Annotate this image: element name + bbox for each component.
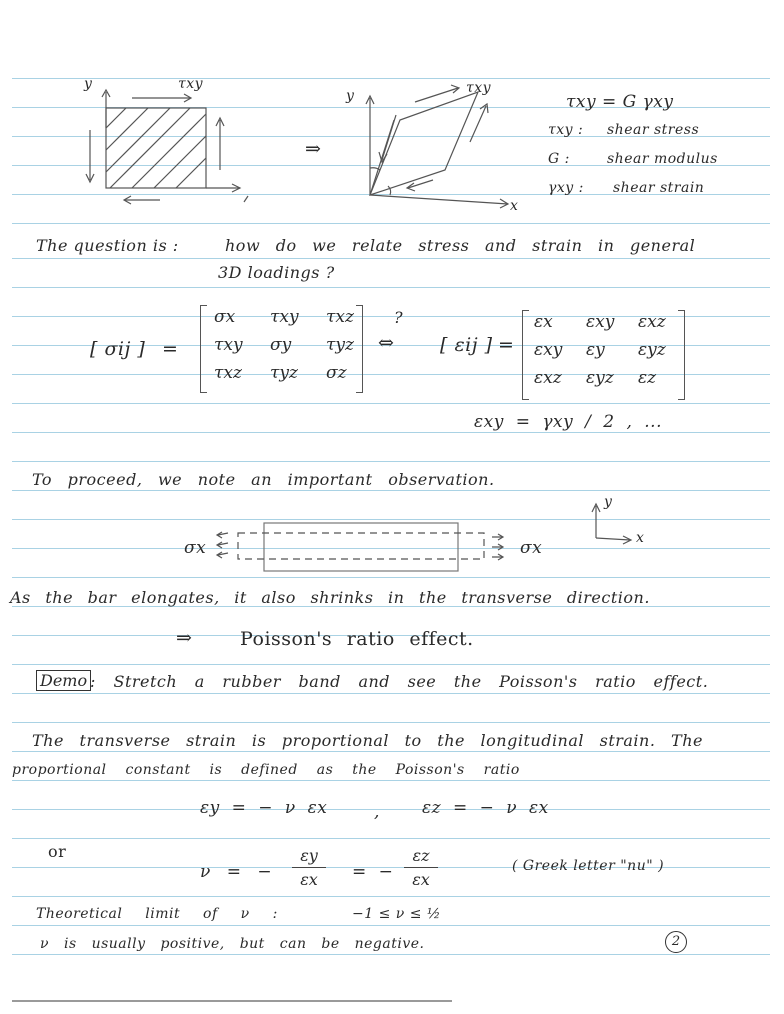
- strain-cell: εxz: [534, 368, 562, 388]
- strain-cell: εyz: [586, 368, 614, 388]
- strain-cell: εx: [534, 312, 553, 332]
- definition-line-1: The transverse strain is proportional to the longitudinal strain. The: [32, 731, 703, 750]
- demo-text: : Stretch a rubber band and see the Poisson's ratio effect.: [90, 672, 709, 691]
- question-lead: The question is :: [36, 236, 179, 255]
- poisson-eq-separator: ,: [374, 802, 380, 822]
- definition-meaning-shear-stress: shear stress: [607, 122, 700, 138]
- right-diagram-y-label: y: [346, 88, 355, 104]
- rule-line: [12, 896, 770, 897]
- strain-cell: εxy: [534, 340, 563, 360]
- fraction-bar: [404, 867, 438, 868]
- fraction-numerator: εz: [412, 846, 430, 865]
- stress-cell: τyz: [326, 335, 354, 355]
- definition-line-2: proportional constant is defined as the Poisson's ratio: [12, 762, 520, 778]
- fraction-bar: [292, 867, 326, 868]
- rule-line: [12, 809, 770, 810]
- definition-meaning-shear-modulus: shear modulus: [607, 151, 718, 167]
- stress-cell: τxz: [214, 363, 242, 383]
- rule-line: [12, 577, 770, 578]
- or-label: or: [48, 842, 67, 861]
- poisson-effect-text: Poisson's ratio effect.: [240, 628, 474, 650]
- rule-line: [12, 403, 770, 404]
- rule-line: [12, 287, 770, 288]
- shear-strain-relation: εxy = γxy / 2 , ...: [474, 412, 662, 432]
- stress-cell: σx: [214, 307, 236, 327]
- strain-tensor-lhs: [ εij ]: [440, 334, 493, 356]
- stress-tensor-lhs: [ σij ]: [90, 338, 146, 360]
- stress-matrix-left-bracket: [200, 305, 207, 393]
- strain-matrix-left-bracket: [522, 310, 529, 400]
- theoretical-limit-label: Theoretical limit of ν :: [36, 906, 278, 922]
- fraction-denominator: εx: [412, 870, 430, 890]
- observation-text: To proceed, we note an important observation.: [32, 470, 495, 489]
- rule-line: [12, 751, 770, 752]
- rule-line: [12, 693, 770, 694]
- rule-line: [12, 490, 770, 491]
- axes-x-label: x: [636, 530, 645, 546]
- poisson-implies-arrow: ⇒: [176, 627, 193, 649]
- strain-equals: =: [498, 334, 515, 356]
- greek-letter-note: ( Greek letter "nu" ): [512, 858, 665, 874]
- demo-label-box: Demo: [36, 670, 91, 691]
- rule-line: [12, 780, 770, 781]
- question-line-2: 3D loadings ?: [218, 263, 335, 282]
- strain-cell: εy: [586, 340, 605, 360]
- rule-line: [12, 664, 770, 665]
- stress-equals: =: [162, 338, 179, 360]
- rule-line: [12, 838, 770, 839]
- stress-cell: σy: [270, 335, 292, 355]
- definition-meaning-shear-strain: shear strain: [613, 180, 705, 196]
- rule-line: [12, 925, 770, 926]
- definition-symbol-gamma: γxy :: [548, 180, 584, 196]
- bar-right-load-label: σx: [520, 538, 543, 558]
- undeformed-shear-element-diagram: [80, 80, 270, 210]
- strain-cell: εxy: [586, 312, 615, 332]
- hookes-shear-equation: τxy = G γxy: [566, 92, 674, 112]
- strain-cell: εxz: [638, 312, 666, 332]
- left-diagram-y-label: y: [84, 76, 93, 92]
- elongation-text: As the bar elongates, it also shrinks in the transverse direction.: [10, 588, 650, 607]
- rule-line: [12, 432, 770, 433]
- implies-arrow: ⇒: [305, 138, 322, 160]
- stress-matrix-right-bracket: [356, 305, 363, 393]
- poisson-eq-z: εz = − ν εx: [422, 798, 549, 818]
- rule-line: [12, 258, 770, 259]
- strain-matrix-right-bracket: [678, 310, 685, 400]
- strain-cell: εyz: [638, 340, 666, 360]
- stress-cell: τxy: [214, 335, 243, 355]
- stress-cell: τyz: [270, 363, 298, 383]
- definition-symbol-g: G :: [548, 151, 570, 167]
- stress-cell: τxz: [326, 307, 354, 327]
- fraction-ez-over-ex: [404, 846, 438, 889]
- right-diagram-x-label: x: [510, 198, 519, 214]
- fraction-denominator: εx: [300, 870, 318, 890]
- rule-line: [12, 722, 770, 723]
- rule-line: [12, 223, 770, 224]
- relation-double-arrow: ⇔: [378, 332, 395, 354]
- rule-line: [12, 461, 770, 462]
- theoretical-limit-range: −1 ≤ ν ≤ ½: [352, 906, 441, 922]
- question-line-1: how do we relate stress and strain in general: [225, 236, 696, 255]
- strain-cell: εz: [638, 368, 657, 388]
- strain-matrix: [534, 308, 690, 392]
- bar-left-load-label: σx: [184, 538, 207, 558]
- poisson-eq-y: εy = − ν εx: [200, 798, 328, 818]
- relation-question-mark: ?: [394, 308, 404, 327]
- bar-under-tension-diagram: [200, 515, 500, 575]
- sign-note: ν is usually positive, but can be negative.: [40, 936, 425, 952]
- axes-y-label: y: [604, 494, 613, 510]
- fraction-ey-over-ex: [292, 846, 326, 889]
- right-diagram-stress-label: τxy: [466, 80, 492, 96]
- rule-line: [12, 78, 770, 79]
- page-number-circle: 2: [665, 931, 687, 953]
- stress-cell: σz: [326, 363, 347, 383]
- definition-symbol-tau: τxy :: [548, 122, 584, 138]
- fraction-numerator: εy: [300, 846, 318, 865]
- nu-middle-equals: = −: [352, 862, 394, 882]
- rule-line: [12, 954, 770, 955]
- nu-lhs: ν = −: [200, 862, 273, 882]
- left-diagram-stress-label: τxy: [178, 76, 204, 92]
- stress-cell: τxy: [270, 307, 299, 327]
- page-bottom-rule: [12, 1000, 452, 1002]
- deformed-shear-element-diagram: [360, 80, 530, 220]
